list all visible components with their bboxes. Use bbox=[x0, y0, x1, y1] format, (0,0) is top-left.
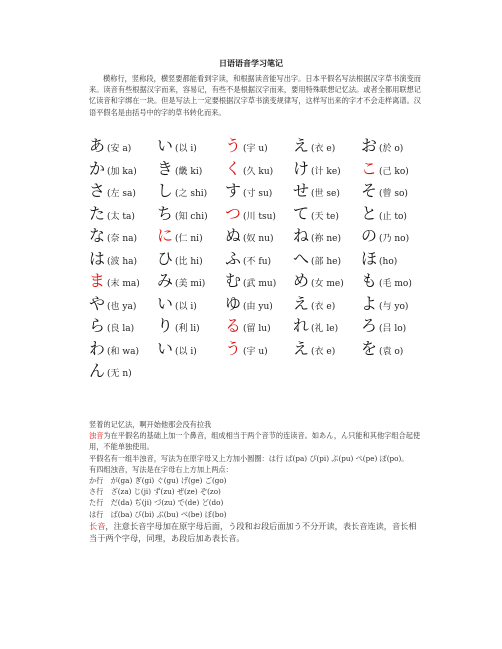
kana-char: う bbox=[225, 338, 242, 358]
kana-cell bbox=[89, 316, 157, 336]
kana-source: (奴 nu) bbox=[243, 234, 274, 245]
kana-cell bbox=[361, 159, 429, 179]
kana-cell bbox=[293, 204, 361, 224]
kana-source: (部 he) bbox=[311, 256, 342, 267]
kana-cell bbox=[157, 136, 225, 156]
voiced-row-sa: さ行 ざ(za) じ(ji) ず(zu) ぜ(ze) ぞ(zo) bbox=[89, 487, 221, 497]
kana-source: (留 lu) bbox=[243, 324, 271, 335]
kana-cell bbox=[225, 204, 293, 224]
kana-source: (女 me) bbox=[311, 279, 344, 290]
kana-source: (衣 e) bbox=[311, 144, 336, 155]
kana-char: る bbox=[225, 316, 242, 336]
kana-char: み bbox=[157, 271, 174, 291]
kana-char: と bbox=[361, 203, 378, 223]
kana-cell bbox=[157, 181, 225, 201]
kana-cell bbox=[89, 361, 157, 381]
kana-char: く bbox=[225, 158, 242, 178]
kana-row bbox=[89, 158, 429, 181]
kana-cell bbox=[89, 271, 157, 291]
kana-char: せ bbox=[293, 181, 310, 201]
kana-source: (之 shi) bbox=[175, 189, 208, 200]
long-vowel-term: 长音 bbox=[89, 520, 106, 531]
kana-source: (波 ha) bbox=[107, 256, 138, 267]
intro-paragraph: 横称行，竖称段，横竖要都能看到字读，和根据读音能写出字。日本平假名写法根据汉字草书演变而来。读音有些根据汉字而来，容易记，有些不是根据汉字而来，要用特殊联想记忆法。或者全都用联想记忆读音和字绑在一块。但是写法上一定要根据汉字草书演变规律写，这样写出来的字才不会走样离谱。汉语平假名是由括号中的字的草书转化而来。 bbox=[89, 74, 421, 117]
kana-cell bbox=[293, 339, 361, 359]
kana-cell bbox=[361, 294, 429, 314]
kana-source: (乃 no) bbox=[379, 234, 410, 245]
handakuon-note: 平假名有一组半浊音，写法为在原字母又上方加小圆圈：は行 ぱ(pa) ぴ(pi) ぷ(pu) ぺ(pe) ぽ(po)。 bbox=[89, 453, 409, 463]
kana-cell bbox=[225, 271, 293, 291]
kana-source: (以 i) bbox=[175, 144, 197, 155]
kana-source: (毛 mo) bbox=[379, 279, 412, 290]
dakuon-term: 浊音 bbox=[89, 431, 104, 441]
kana-cell bbox=[225, 249, 293, 269]
kana-cell bbox=[361, 316, 429, 336]
voiced-row-ta: た行 だ(da) ぢ(ji) づ(zu) で(de) ど(do) bbox=[89, 498, 224, 508]
kana-cell bbox=[89, 249, 157, 269]
kana-char: を bbox=[361, 338, 378, 358]
kana-source: (美 mi) bbox=[175, 279, 206, 290]
kana-char: え bbox=[293, 136, 310, 156]
kana-cell bbox=[293, 136, 361, 156]
kana-char: も bbox=[361, 271, 378, 291]
kana-cell bbox=[89, 339, 157, 359]
kana-char: ほ bbox=[361, 248, 378, 268]
kana-char: い bbox=[157, 293, 174, 313]
dakuon-note bbox=[89, 430, 424, 452]
kana-char: あ bbox=[89, 136, 106, 156]
kana-source: (以 i) bbox=[175, 301, 197, 312]
kana-source: (於 o) bbox=[379, 144, 404, 155]
kana-cell bbox=[89, 181, 157, 201]
dakuon-text: 为在平假名的基础上加一个鼻音，组成相当于两个音节的连读音。如あん，ん只能和其他字组合起使用，不能单独使用。 bbox=[89, 431, 421, 452]
kana-char: ろ bbox=[361, 316, 378, 336]
kana-source: (ho) bbox=[379, 256, 398, 267]
kana-char: お bbox=[361, 136, 378, 156]
kana-char: そ bbox=[361, 181, 378, 201]
kana-cell bbox=[157, 226, 225, 246]
kana-cell bbox=[157, 249, 225, 269]
kana-source: (祢 ne) bbox=[311, 234, 342, 245]
kana-cell bbox=[157, 159, 225, 179]
mnemonic-line: 竖着的记忆法，啊开始他那会没有拉我 bbox=[89, 420, 212, 429]
kana-cell bbox=[293, 181, 361, 201]
kana-char: は bbox=[89, 248, 106, 268]
kana-char: た bbox=[89, 203, 106, 223]
notes-section bbox=[89, 419, 424, 545]
kana-char: よ bbox=[361, 293, 378, 313]
page-title: 日语语音学习笔记 bbox=[219, 59, 283, 68]
kana-source: (无 n) bbox=[107, 369, 132, 380]
kana-cell bbox=[293, 294, 361, 314]
long-vowel-note bbox=[89, 520, 424, 545]
voiced-intro: 有四组浊音，写法是在字母右上方加上两点： bbox=[89, 464, 233, 474]
kana-cell bbox=[293, 316, 361, 336]
kana-row bbox=[89, 180, 429, 203]
kana-cell bbox=[293, 249, 361, 269]
kana-cell bbox=[157, 339, 225, 359]
kana-source: (利 li) bbox=[175, 324, 200, 335]
kana-char: つ bbox=[225, 203, 242, 223]
kana-char: う bbox=[225, 136, 242, 156]
kana-source: (天 te) bbox=[311, 211, 339, 222]
kana-char: ふ bbox=[225, 248, 242, 268]
kana-cell bbox=[225, 159, 293, 179]
kana-row bbox=[89, 270, 429, 293]
kana-char: の bbox=[361, 226, 378, 246]
kana-cell bbox=[89, 294, 157, 314]
kana-cell bbox=[293, 159, 361, 179]
kana-char: え bbox=[293, 293, 310, 313]
kana-char: め bbox=[293, 271, 310, 291]
kana-char: や bbox=[89, 293, 106, 313]
voiced-row-ka: か行 が(ga) ぎ(gi) ぐ(gu) げ(ge) ご(go) bbox=[89, 476, 227, 486]
kana-source: (仁 ni) bbox=[175, 234, 203, 245]
kana-char: き bbox=[157, 158, 174, 178]
kana-cell bbox=[89, 204, 157, 224]
kana-cell bbox=[225, 316, 293, 336]
kana-cell bbox=[361, 339, 429, 359]
kana-char: に bbox=[157, 226, 174, 246]
kana-cell bbox=[361, 181, 429, 201]
kana-cell bbox=[225, 339, 293, 359]
kana-row bbox=[89, 135, 429, 158]
kana-source: (己 ko) bbox=[379, 166, 409, 177]
kana-char: な bbox=[89, 226, 106, 246]
kana-source: (宇 u) bbox=[243, 346, 268, 357]
kana-source: (畿 ki) bbox=[175, 166, 203, 177]
kana-cell bbox=[157, 294, 225, 314]
kana-source: (左 sa) bbox=[107, 189, 136, 200]
kana-source: (曾 so) bbox=[379, 189, 408, 200]
kana-row bbox=[89, 248, 429, 271]
kana-char: て bbox=[293, 203, 310, 223]
kana-char: ぬ bbox=[225, 226, 242, 246]
kana-char: す bbox=[225, 181, 242, 201]
kana-cell bbox=[361, 249, 429, 269]
kana-char: ら bbox=[89, 316, 106, 336]
kana-source: (世 se) bbox=[311, 189, 340, 200]
kana-source: (计 ke) bbox=[311, 166, 341, 177]
voiced-row-ha: は行 ば(ba) び(bi) ぶ(bu) べ(be) ぼ(bo) bbox=[89, 509, 227, 519]
kana-source: (武 mu) bbox=[243, 279, 277, 290]
kana-row bbox=[89, 315, 429, 338]
kana-source: (安 a) bbox=[107, 144, 132, 155]
kana-char: ま bbox=[89, 271, 106, 291]
kana-cell bbox=[225, 136, 293, 156]
kana-char: ひ bbox=[157, 248, 174, 268]
kana-source: (由 yu) bbox=[243, 301, 273, 312]
kana-char: い bbox=[157, 136, 174, 156]
kana-cell bbox=[225, 226, 293, 246]
kana-source: (衣 e) bbox=[311, 346, 336, 357]
kana-source: (袁 o) bbox=[379, 346, 404, 357]
kana-char: け bbox=[293, 158, 310, 178]
kana-cell bbox=[157, 204, 225, 224]
kana-source: (川 tsu) bbox=[243, 211, 276, 222]
kana-source: (与 yo) bbox=[379, 301, 409, 312]
kana-source: (加 ka) bbox=[107, 166, 137, 177]
kana-cell bbox=[361, 204, 429, 224]
kana-cell bbox=[225, 294, 293, 314]
kana-char: か bbox=[89, 158, 106, 178]
kana-source: (知 chi) bbox=[175, 211, 208, 222]
kana-char: さ bbox=[89, 181, 106, 201]
kana-row bbox=[89, 203, 429, 226]
kana-source: (末 ma) bbox=[107, 279, 140, 290]
kana-source: (也 ya) bbox=[107, 301, 137, 312]
kana-source: (止 to) bbox=[379, 211, 407, 222]
kana-source: (吕 lo) bbox=[379, 324, 407, 335]
kana-char: し bbox=[157, 181, 174, 201]
kana-cell bbox=[157, 316, 225, 336]
kana-row bbox=[89, 360, 429, 383]
kana-cell bbox=[293, 271, 361, 291]
kana-row bbox=[89, 293, 429, 316]
kana-char: ね bbox=[293, 226, 310, 246]
kana-source: (宇 u) bbox=[243, 144, 268, 155]
kana-cell bbox=[89, 159, 157, 179]
kana-char: れ bbox=[293, 316, 310, 336]
kana-source: (寸 su) bbox=[243, 189, 273, 200]
kana-cell bbox=[89, 136, 157, 156]
kana-table bbox=[89, 135, 429, 383]
kana-char: む bbox=[225, 271, 242, 291]
kana-char: ん bbox=[89, 361, 106, 381]
kana-row bbox=[89, 225, 429, 248]
kana-source: (不 fu) bbox=[243, 256, 272, 267]
kana-cell bbox=[293, 226, 361, 246]
kana-cell bbox=[157, 271, 225, 291]
kana-source: (太 ta) bbox=[107, 211, 135, 222]
kana-char: い bbox=[157, 338, 174, 358]
kana-source: (奈 na) bbox=[107, 234, 138, 245]
kana-char: わ bbox=[89, 338, 106, 358]
kana-char: へ bbox=[293, 248, 310, 268]
kana-source: (衣 e) bbox=[311, 301, 336, 312]
kana-source: (礼 le) bbox=[311, 324, 339, 335]
kana-char: ち bbox=[157, 203, 174, 223]
kana-cell bbox=[89, 226, 157, 246]
kana-source: (良 la) bbox=[107, 324, 135, 335]
kana-source: (以 i) bbox=[175, 346, 197, 357]
kana-char: え bbox=[293, 338, 310, 358]
kana-cell bbox=[361, 226, 429, 246]
kana-char: り bbox=[157, 316, 174, 336]
kana-source: (比 hi) bbox=[175, 256, 203, 267]
long-vowel-text: ，注意长音字母加在原字母后面，う段和お段后面加う不分开读，表长音连读，音长相当于两个字母，同理，あ段后加あ表长音。 bbox=[89, 520, 417, 544]
kana-row bbox=[89, 338, 429, 361]
kana-char: ゆ bbox=[225, 293, 242, 313]
kana-source: (和 wa) bbox=[107, 346, 139, 357]
kana-cell bbox=[361, 271, 429, 291]
kana-source: (久 ku) bbox=[243, 166, 274, 177]
kana-cell bbox=[361, 136, 429, 156]
kana-char: こ bbox=[361, 158, 378, 178]
kana-cell bbox=[225, 181, 293, 201]
